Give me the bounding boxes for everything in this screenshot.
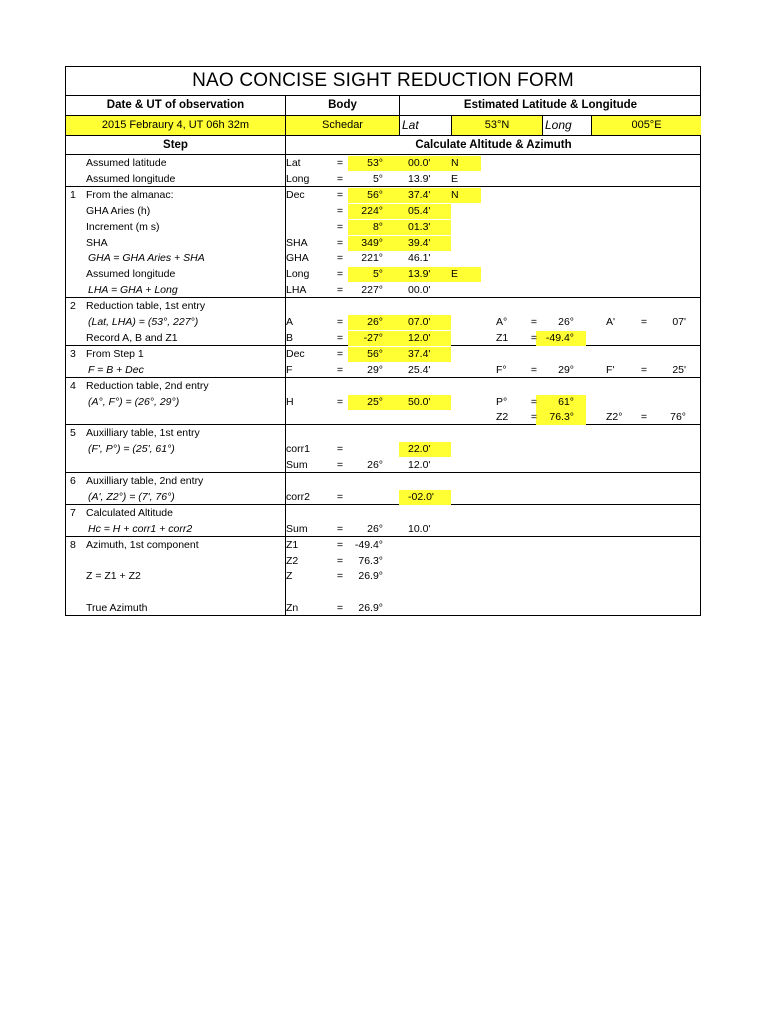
step-description: (A', Z2°) = (7', 76°) [88, 490, 175, 503]
entry-label: Z1 [496, 331, 509, 344]
lat-value: 53°N [484, 119, 510, 131]
step-number: 7 [70, 506, 76, 519]
quantity-label: Dec [286, 188, 305, 201]
step-number: 5 [70, 427, 76, 440]
entry-value: 76.3° [549, 411, 574, 424]
sight-reduction-form [65, 66, 701, 616]
degrees-value: 26° [367, 522, 383, 535]
equals-sign: = [336, 602, 344, 615]
minutes-value: 12.0' [408, 459, 431, 472]
equals-sign: = [336, 157, 344, 169]
minutes-value: 13.9' [408, 268, 431, 281]
observation-date: 2015 Febraury 4, UT 06h 32m [101, 119, 250, 131]
step-description: LHA = GHA + Long [88, 284, 178, 297]
step-description: GHA = GHA Aries + SHA [88, 252, 205, 265]
degrees-value: 26° [367, 316, 383, 328]
equals-sign: = [336, 204, 344, 217]
minutes-value: 12.0' [408, 331, 431, 344]
divider [542, 116, 543, 135]
header-calculate: Calculate Altitude & Azimuth [415, 139, 572, 151]
minutes-value: 05.4' [408, 204, 431, 217]
equals-sign: = [336, 363, 344, 376]
degrees-value: -49.4° [354, 538, 383, 551]
entry-value: -49.4° [545, 331, 574, 344]
degrees-value: 29° [367, 363, 383, 376]
equals-sign: = [336, 236, 344, 249]
step-description: Record A, B and Z1 [86, 331, 178, 344]
step-number: 4 [70, 379, 76, 392]
long-value: 005°E [631, 119, 662, 131]
quantity-label: B [286, 331, 294, 344]
minutes-value: 39.4' [408, 236, 431, 249]
entry-value: 25' [672, 363, 686, 376]
step-description: Increment (m s) [86, 220, 160, 233]
step-description: (Lat, LHA) = (53°, 227°) [88, 316, 199, 328]
step-description: F = B + Dec [88, 363, 144, 376]
equals-sign: = [336, 347, 344, 360]
entry-value: 76° [670, 411, 686, 424]
entry-label: F° [496, 363, 507, 376]
equals-sign: = [336, 443, 344, 456]
minutes-value: 37.4' [408, 188, 431, 201]
step-description: (A°, F°) = (26°, 29°) [88, 395, 180, 408]
equals-sign: = [530, 411, 538, 424]
equals-sign: = [336, 220, 344, 233]
quantity-label: corr2 [286, 490, 310, 503]
degrees-value: 224° [361, 204, 383, 217]
entry-value: 29° [558, 363, 574, 376]
step-description: Auxilliary table, 1st entry [86, 427, 200, 440]
minutes-value: 00.0' [408, 157, 431, 169]
divider [66, 154, 700, 155]
entry-label: Z2° [606, 411, 623, 424]
equals-sign: = [530, 316, 538, 328]
equals-sign: = [336, 188, 344, 201]
form-title: NAO CONCISE SIGHT REDUCTION FORM [192, 70, 574, 91]
step-description: Azimuth, 1st component [86, 538, 199, 551]
hemisphere: N [451, 188, 459, 201]
degrees-value: 26.9° [358, 570, 383, 583]
degrees-value: 227° [361, 284, 383, 297]
equals-sign: = [530, 395, 538, 408]
equals-sign: = [336, 284, 344, 297]
step-description: Auxilliary table, 2nd entry [86, 475, 204, 487]
entry-label: Z2 [496, 411, 509, 424]
equals-sign: = [530, 363, 538, 376]
minutes-value: 22.0' [408, 443, 431, 456]
quantity-label: SHA [286, 236, 308, 249]
degrees-value: 5° [372, 172, 383, 185]
step-description: True Azimuth [86, 602, 148, 615]
step-description: Assumed longitude [86, 172, 176, 185]
entry-label: P° [496, 395, 508, 408]
header-step: Step [163, 139, 188, 151]
minutes-value: 37.4' [408, 347, 431, 360]
step-number: 6 [70, 475, 76, 487]
header-body: Body [328, 99, 357, 111]
degrees-value: 25° [367, 395, 383, 408]
quantity-label: Lat [286, 157, 301, 169]
minutes-value: 50.0' [408, 395, 431, 408]
equals-sign: = [336, 395, 344, 408]
equals-sign: = [336, 490, 344, 503]
quantity-label: F [286, 363, 293, 376]
quantity-label: Z1 [286, 538, 299, 551]
hemisphere: N [451, 157, 459, 169]
equals-sign: = [640, 316, 648, 328]
step-number: 3 [70, 347, 76, 360]
step-description: Reduction table, 2nd entry [86, 379, 209, 392]
observation-body: Schedar [322, 119, 363, 131]
section-divider [66, 424, 700, 425]
step-number: 2 [70, 300, 76, 313]
column-divider [399, 96, 400, 136]
degrees-value: 8° [372, 220, 383, 233]
hemisphere: E [451, 172, 459, 185]
degrees-value: 26° [367, 459, 383, 472]
quantity-label: Long [286, 268, 310, 281]
entry-value: 61° [558, 395, 574, 408]
equals-sign: = [336, 538, 344, 551]
minutes-value: 00.0' [408, 284, 431, 297]
step-description: Assumed longitude [86, 268, 176, 281]
divider [451, 116, 452, 135]
section-divider [66, 472, 700, 473]
equals-sign: = [336, 331, 344, 344]
minutes-value: 10.0' [408, 522, 431, 535]
entry-value: 26° [558, 316, 574, 328]
quantity-label: Zn [286, 602, 299, 615]
equals-sign: = [336, 570, 344, 583]
equals-sign: = [336, 459, 344, 472]
step-description: From the almanac: [86, 188, 174, 201]
step-description: Assumed latitude [86, 157, 167, 169]
quantity-label: Dec [286, 347, 305, 360]
quantity-label: LHA [286, 284, 307, 297]
quantity-label: A [286, 316, 294, 328]
step-description: SHA [86, 236, 108, 249]
entry-label: A' [606, 316, 616, 328]
equals-sign: = [336, 554, 344, 567]
degrees-value: 349° [361, 236, 383, 249]
equals-sign: = [336, 172, 344, 185]
degrees-value: 26.9° [358, 602, 383, 615]
step-description: (F', P°) = (25', 61°) [88, 443, 175, 456]
divider [591, 116, 592, 135]
step-description: From Step 1 [86, 347, 144, 360]
quantity-label: GHA [286, 252, 309, 265]
hemisphere: E [451, 268, 459, 281]
minutes-value: 01.3' [408, 220, 431, 233]
entry-value: 07' [672, 316, 686, 328]
equals-sign: = [336, 268, 344, 281]
step-description: Reduction table, 1st entry [86, 300, 206, 313]
lat-label: Lat [402, 118, 419, 132]
quantity-label: Long [286, 172, 310, 185]
step-description: Calculated Altitude [86, 506, 173, 519]
header-date: Date & UT of observation [106, 99, 245, 111]
equals-sign: = [640, 411, 648, 424]
long-label: Long [545, 118, 572, 132]
degrees-value: 5° [372, 268, 383, 281]
degrees-value: 56° [367, 188, 383, 201]
degrees-value: -27° [363, 331, 383, 344]
header-estimated: Estimated Latitude & Longitude [463, 99, 638, 111]
step-description: GHA Aries (h) [86, 204, 151, 217]
entry-label: F' [606, 363, 615, 376]
minutes-value: -02.0' [408, 490, 434, 503]
step-description: Z = Z1 + Z2 [86, 570, 141, 583]
degrees-value: 221° [361, 252, 383, 265]
minutes-value: 07.0' [408, 316, 431, 328]
equals-sign: = [336, 252, 344, 265]
quantity-label: Sum [286, 459, 308, 472]
step-number: 1 [70, 188, 76, 201]
step-number: 8 [70, 538, 76, 551]
quantity-label: H [286, 395, 294, 408]
equals-sign: = [336, 316, 344, 328]
entry-label: A° [496, 316, 508, 328]
equals-sign: = [640, 363, 648, 376]
minutes-value: 46.1' [408, 252, 431, 265]
degrees-value: 53° [367, 157, 383, 169]
quantity-label: Z2 [286, 554, 299, 567]
minutes-value: 13.9' [408, 172, 431, 185]
degrees-value: 76.3° [358, 554, 383, 567]
quantity-label: corr1 [286, 443, 310, 456]
minutes-value: 25.4' [408, 363, 431, 376]
equals-sign: = [336, 522, 344, 535]
quantity-label: Z [286, 570, 293, 583]
step-description: Hc = H + corr1 + corr2 [88, 522, 193, 535]
equals-sign: = [530, 331, 538, 344]
degrees-value: 56° [367, 347, 383, 360]
quantity-label: Sum [286, 522, 308, 535]
